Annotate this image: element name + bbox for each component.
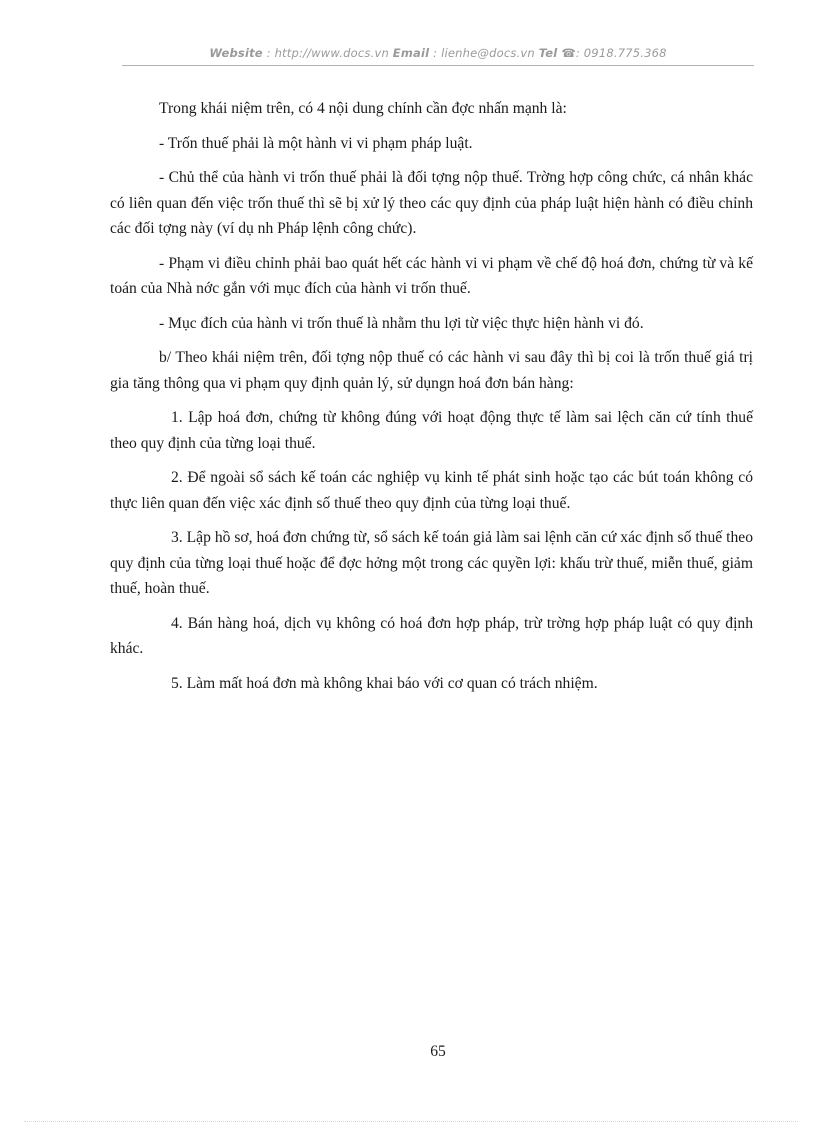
numbered-item-1: 1. Lập hoá đơn, chứng từ không đúng với hoạt động thực tế làm sai lệch căn cứ tính thuế theo quy định của từng loại thuế. [110, 409, 753, 452]
numbered-item-3: 3. Lập hồ sơ, hoá đơn chứng từ, sổ sách kế toán giả làm sai lệnh căn cứ xác định số thuế theo quy định của từng loại thuế hoặc để đợc hởng một trong các quyền lợi: khấu trừ thuế, miễn thuế, giảm thuế, hoàn thuế. [110, 529, 753, 597]
tel-label: Tel [538, 46, 558, 60]
paragraph-point-1: - Trốn thuế phải là một hành vi vi phạm pháp luật. [159, 134, 473, 152]
page-header [122, 46, 754, 64]
paragraph-point-2: - Chủ thể của hành vi trốn thuế phải là đối tợng nộp thuế. Trờng hợp công chức, cá nhân khác có liên quan đến việc trốn thuế thì sẽ bị xử lý theo các quy định của pháp luật hiện hành có điều chỉnh các đối tợng này (ví dụ nh Pháp lệnh công chức). [110, 169, 753, 237]
tel-number: : 0918.775.368 [575, 46, 667, 60]
numbered-item-5: 5. Làm mất hoá đơn mà không khai báo với cơ quan có trách nhiệm. [171, 674, 598, 692]
numbered-item-4: 4. Bán hàng hoá, dịch vụ không có hoá đơn hợp pháp, trừ trờng hợp pháp luật có quy định khác. [110, 614, 753, 657]
email-address: : lienhe@docs.vn [429, 46, 539, 60]
footer-divider [24, 1121, 798, 1122]
paragraph-intro: Trong khái niệm trên, có 4 nội dung chính cần đợc nhấn mạnh là: [159, 100, 567, 117]
header-divider [122, 65, 754, 66]
paragraph-point-3: - Phạm vi điều chỉnh phải bao quát hết các hành vi vi phạm về chế độ hoá đơn, chứng từ và kế toán của Nhà nớc gắn với mục đích của hành vi trốn thuế. [110, 254, 753, 297]
document-body [110, 96, 753, 705]
paragraph-point-4: - Mục đích của hành vi trốn thuế là nhằm thu lợi từ việc thực hiện hành vi đó. [159, 314, 644, 332]
website-url: : http://www.docs.vn [262, 46, 393, 60]
page-number: 65 [430, 1043, 446, 1060]
phone-icon: ☎ [561, 46, 576, 60]
email-label: Email [392, 46, 430, 60]
website-label: Website [209, 46, 263, 60]
paragraph-section-b: b/ Theo khái niệm trên, đối tợng nộp thuế có các hành vi sau đây thì bị coi là trốn thuế giá trị gia tăng thông qua vi phạm quy định quản lý, sử dụngn hoá đơn bán hàng: [110, 349, 753, 392]
numbered-item-2: 2. Để ngoài sổ sách kế toán các nghiệp vụ kinh tế phát sinh hoặc tạo các bút toán không có thực liên quan đến việc xác định số thuế theo quy định của từng loại thuế. [110, 469, 753, 512]
